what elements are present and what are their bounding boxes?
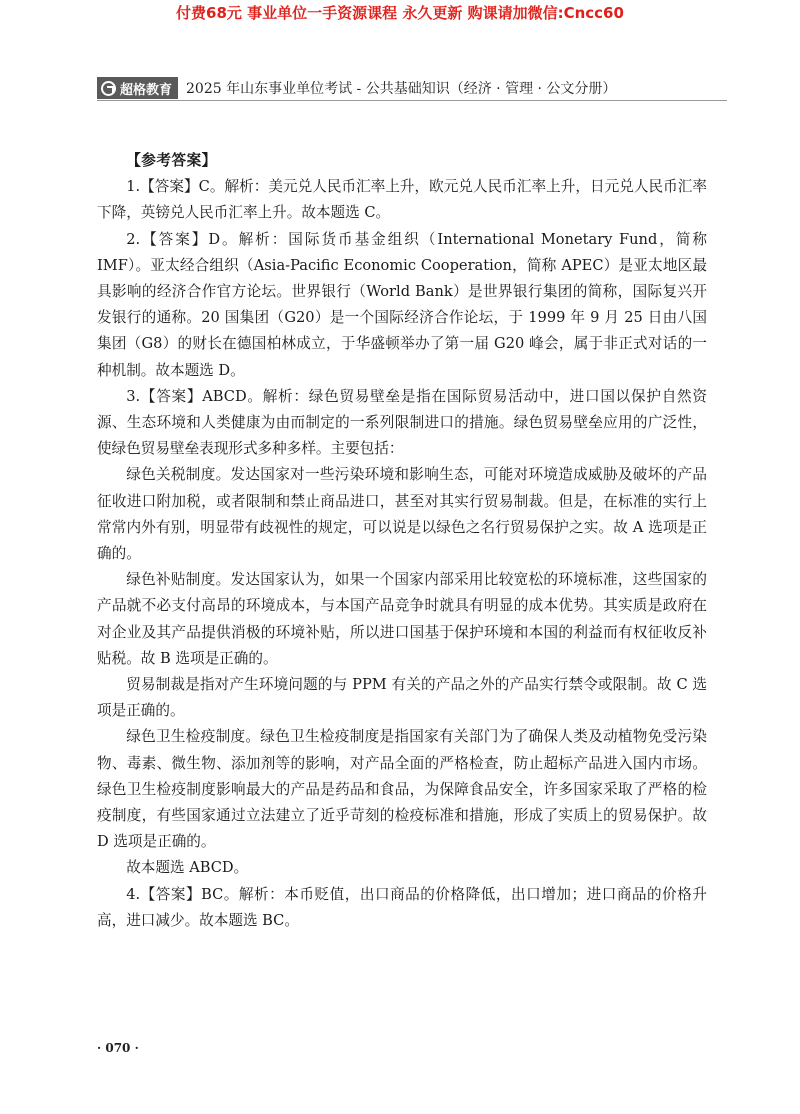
page-header	[97, 76, 727, 100]
section-heading: 【参考答案】	[126, 152, 217, 169]
page-number: · 070 ·	[97, 1041, 139, 1055]
brand-logo	[97, 77, 178, 99]
book-title: 2025 年山东事业单位考试 - 公共基础知识（经济 · 管理 · 公文分册）	[186, 81, 617, 97]
answer-paragraph: 2.【答案】D。解析：国际货币基金组织（International Monetary Fund，简称 IMF）。亚太经合组织（Asia-Pacific Economic Cooperation，简称 APEC）是亚太地区最具影响的经济合作官方论坛。世界银行（World Bank）是世界银行集团的简称，国际复兴开发银行的通称。20 国集团（G20）是一个国际经济合作论坛，于 1999 年 9 月 25 日由八国集团（G8）的财长在德国柏林成立，于华盛顿举办了第一届 G20 峰会，属于非正式对话的一种机制。故本题选 D。	[97, 230, 708, 379]
answer-paragraph: 4.【答案】BC。解析：本币贬值，出口商品的价格降低，出口增加；进口商品的价格升高，进口减少。故本题选 BC。	[97, 885, 707, 929]
header-divider	[97, 100, 727, 101]
logo-text: 超格教育	[120, 82, 173, 98]
answer-paragraph: 3.【答案】ABCD。解析：绿色贸易壁垒是指在国际贸易活动中，进口国以保护自然资源、生态环境和人类健康为由而制定的一系列限制进口的措施。绿色贸易壁垒应用的广泛性，使绿色贸易壁垒表现形式多种多样。主要包括：	[97, 387, 707, 458]
answer-paragraph: 绿色关税制度。发达国家对一些污染环境和影响生态，可能对环境造成威胁及破坏的产品征收进口附加税，或者限制和禁止商品进口，甚至对其实行贸易制裁。但是，在标准的实行上常常内外有别，明显带有歧视性的规定，可以说是以绿色之名行贸易保护之实。故 A 选项是正确的。	[97, 466, 707, 563]
answer-paragraph: 贸易制裁是指对产生环境问题的与 PPM 有关的产品之外的产品实行禁令或限制。故 C 选项是正确的。	[97, 676, 707, 720]
answer-paragraph: 绿色卫生检疫制度。绿色卫生检疫制度是指国家有关部门为了确保人类及动植物免受污染物、毒素、微生物、添加剂等的影响，对产品全面的严格检查，防止超标产品进入国内市场。绿色卫生检疫制度影响最大的产品是药品和食品，为保障食品安全，许多国家采取了严格的检疫制度，有些国家通过立法建立了近乎苛刻的检疫标准和措施，形成了实质上的贸易保护。故 D 选项是正确的。	[97, 728, 707, 851]
logo-g-icon	[101, 81, 116, 96]
promo-banner: 付费68元 事业单位一手资源课程 永久更新 购课请加微信:Cncc60	[176, 4, 624, 22]
answer-content	[97, 148, 707, 934]
answer-paragraph: 1.【答案】C。解析：美元兑人民币汇率上升，欧元兑人民币汇率上升，日元兑人民币汇率下降，英镑兑人民币汇率上升。故本题选 C。	[97, 178, 707, 222]
answer-paragraph: 故本题选 ABCD。	[126, 859, 249, 877]
answer-paragraph: 绿色补贴制度。发达国家认为，如果一个国家内部采用比较宽松的环境标准，这些国家的产品就不必支付高昂的环境成本，与本国产品竞争时就具有明显的成本优势。其实质是政府在对企业及其产品提供消极的环境补贴，所以进口国基于保护环境和本国的利益而有权征收反补贴税。故 B 选项是正确的。	[97, 571, 707, 667]
